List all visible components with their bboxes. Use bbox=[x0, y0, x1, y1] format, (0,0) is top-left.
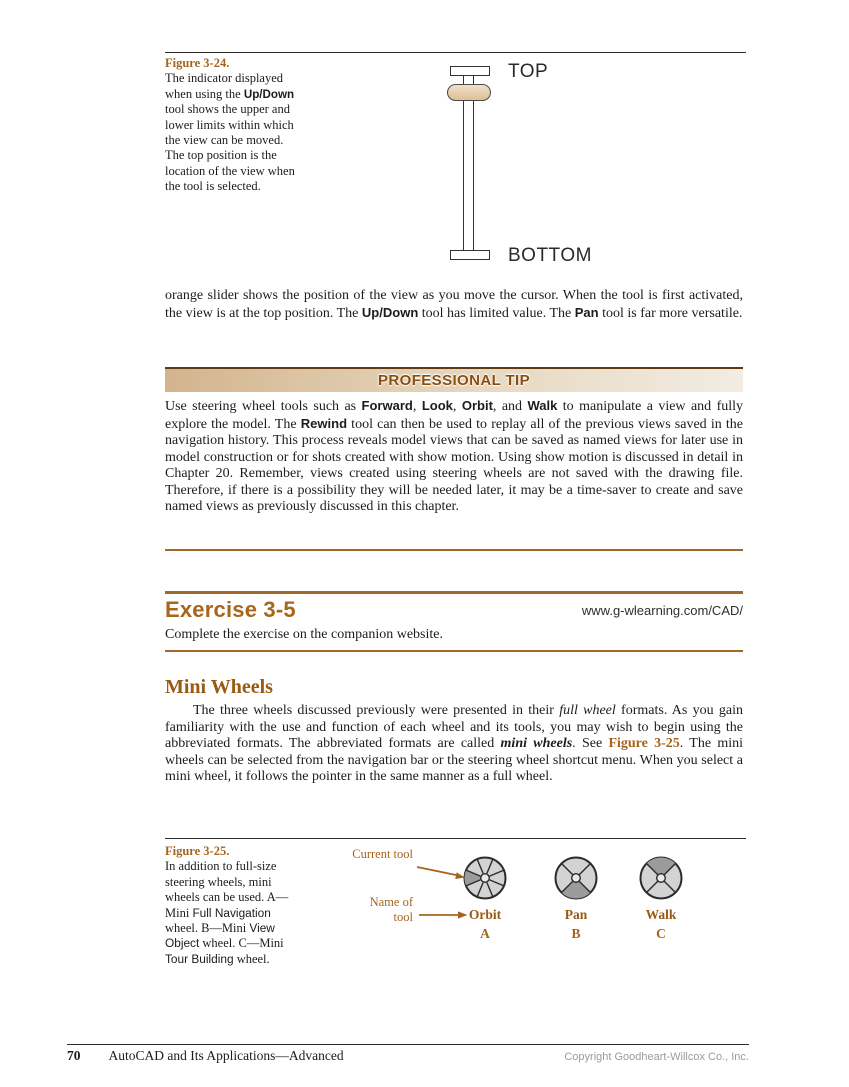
copyright-notice: Copyright Goodheart-Willcox Co., Inc. bbox=[564, 1051, 749, 1063]
mini-wheels-figure bbox=[350, 844, 750, 949]
figure-3-24-caption-text: The indicator displayed when using the bbox=[165, 71, 284, 101]
wheel-b-name: Pan bbox=[564, 907, 588, 922]
exercise-top-rule bbox=[165, 591, 743, 594]
page-footer bbox=[67, 1048, 749, 1064]
figure-3-25-label: Figure 3-25. bbox=[165, 844, 230, 858]
page-number: 70 bbox=[67, 1048, 81, 1063]
figure-3-25-caption-text: In addition to full-size steering wheels, mini wheels can be used. A—Mini bbox=[165, 859, 289, 920]
book-title: AutoCAD and Its Applications—Advanced bbox=[108, 1048, 344, 1063]
figure-3-24-caption: Figure 3-24. The indicator displayed when using the Up/Down tool shows the upper and lower limits within which the view can be moved. The top position is the location of the view when the tool is selected. bbox=[165, 56, 298, 195]
orange-slider-handle bbox=[447, 84, 491, 101]
updown-indicator-figure bbox=[440, 60, 670, 272]
exercise-instruction: Complete the exercise on the companion website. bbox=[165, 627, 443, 642]
mini-full-navigation-wheel-icon bbox=[463, 856, 507, 900]
name-of-tool-annotation: Name of tool bbox=[369, 895, 413, 924]
professional-tip-header bbox=[165, 367, 743, 392]
mini-tour-building-wheel-icon bbox=[639, 856, 683, 900]
exercise-title: Exercise 3-5 bbox=[165, 597, 296, 622]
professional-tip-body: Use steering wheel tools such as Forward, Look, Orbit, and Walk to manipulate a view and fully explore the model. The Rewind tool can then be used to replay all of the previous views saved in the navigation history. This process reveals model views that can be saved as named views for later use in model construction or for shots created with show motion. Using show motion is discussed in detail in Chapter 20. Remember, views created using steering wheels are not saved with the drawing file. Therefore, if there is a possibility they will be needed later, it may be a time-saver to create and save named views as previously discussed in this chapter. bbox=[165, 398, 744, 514]
exercise-bottom-rule bbox=[165, 650, 743, 652]
wheel-c-letter: C bbox=[656, 926, 666, 941]
wheel-b-letter: B bbox=[571, 926, 581, 941]
figure-3-24-top-rule bbox=[165, 52, 746, 53]
slider-bottom-limit-bar bbox=[450, 250, 490, 260]
top-label: TOP bbox=[508, 61, 549, 82]
exercise-url: www.g-wlearning.com/CAD/ bbox=[581, 603, 743, 618]
wheel-a-letter: A bbox=[480, 926, 490, 941]
figure-3-24-label: Figure 3-24. bbox=[165, 56, 230, 70]
figure-3-25-reference: Figure 3-25 bbox=[608, 736, 680, 751]
professional-tip-title: PROFESSIONAL TIP bbox=[378, 372, 530, 389]
section-heading-mini-wheels: Mini Wheels bbox=[165, 676, 273, 698]
figure-3-25-top-rule bbox=[165, 838, 746, 839]
slider-top-limit-bar bbox=[450, 66, 490, 76]
wheel-c-name: Walk bbox=[645, 907, 677, 922]
footer-rule bbox=[67, 1044, 749, 1045]
mini-view-object-wheel-icon bbox=[554, 856, 598, 900]
bottom-label: BOTTOM bbox=[508, 245, 592, 266]
current-tool-annotation: Current tool bbox=[352, 847, 413, 861]
professional-tip-bottom-rule bbox=[165, 549, 743, 551]
paragraph-updown: orange slider shows the position of the view as you move the cursor. When the tool is first activated, the view is at the top position. The Up/Down tool has limited value. The Pan tool is far more versatile. bbox=[165, 288, 743, 321]
paragraph-mini-wheels: The three wheels discussed previously were presented in their full wheel formats. As you gain familiarity with the use and function of each wheel and its tools, you may wish to begin using the abbreviated formats. The abbreviated formats are called mini wheels. See Figure 3-25. The mini wheels can be selected from the navigation bar or the steering wheel shortcut menu. When you select a mini wheel, it follows the pointer in the same manner as a full wheel. bbox=[165, 703, 744, 784]
figure-3-25-caption: Figure 3-25. In addition to full-size steering wheels, mini wheels can be used. A—Mini Full Navigation wheel. B—Mini View Object wheel. C—Mini Tour Building wheel. bbox=[165, 844, 298, 967]
wheel-a-name: Orbit bbox=[468, 907, 502, 922]
